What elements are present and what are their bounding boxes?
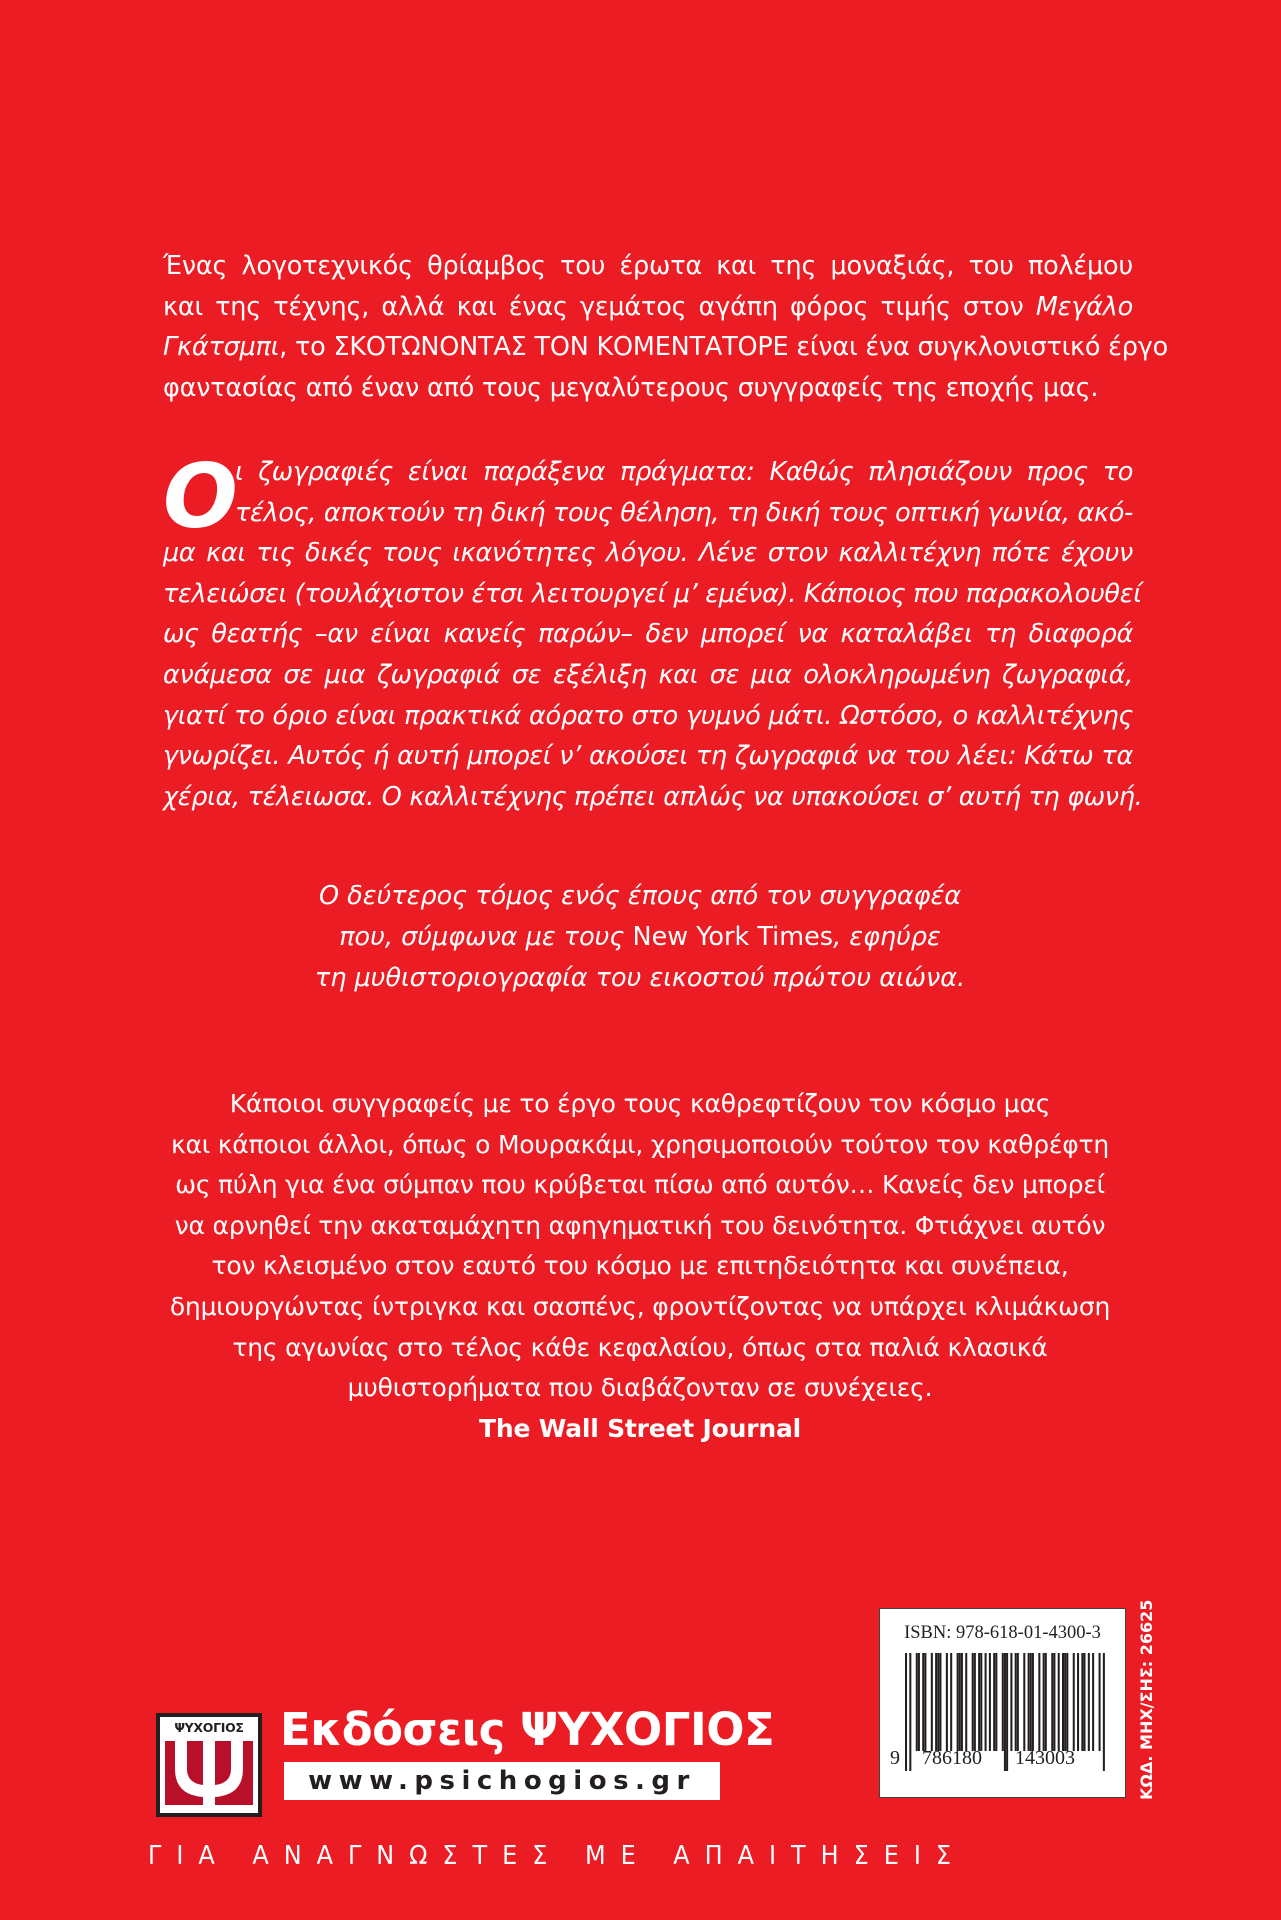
barcode-bar xyxy=(1017,1653,1019,1751)
review-line: και κάποιοι άλλοι, όπως ο Μουρακάμι, χρησιμοποιούν τούτον τον καθρέφτη xyxy=(170,1129,1110,1159)
barcode-bar xyxy=(972,1653,974,1751)
intro-line-text: και της τέχνης, αλλά και ένας γεμάτος αγάπη φόρος τιμής στον xyxy=(163,291,1036,322)
intro-line-text: , το ΣΚΟΤΩΝΟΝΤΑΣ ΤΟΝ ΚΟΜΕΝΤΑΤΟΡΕ είναι ένα συγκλονιστικό έργο xyxy=(279,332,1169,363)
excerpt-line: τέλος, αποκτούν τη δική τους θέληση, τη δική τους οπτική γωνία, ακό- xyxy=(235,497,1133,528)
barcode-bar xyxy=(1043,1653,1045,1751)
publisher-logo xyxy=(156,1713,262,1817)
logo-text: ΨΥΧΟΓΙΟΣ xyxy=(174,1720,244,1735)
barcode-bar xyxy=(1002,1653,1004,1751)
barcode-bar xyxy=(1077,1653,1079,1751)
barcode-bar xyxy=(1062,1653,1064,1751)
barcode-bar xyxy=(980,1653,982,1751)
intro-paragraph xyxy=(163,246,1169,408)
barcode-bar xyxy=(1099,1653,1101,1751)
barcode-bar xyxy=(1023,1653,1025,1751)
tagline-line: τη μυθιστοριογραφία του εικοστού πρώτου αιώνα. xyxy=(314,963,966,993)
barcode-bar xyxy=(1058,1653,1060,1751)
book-title-italic: Μεγάλο xyxy=(1035,291,1133,322)
barcode-digit-first: 9 xyxy=(890,1747,900,1769)
barcode-bar xyxy=(1030,1653,1032,1751)
publisher-url[interactable]: www.psichogios.gr xyxy=(284,1762,720,1800)
review-line: ως πύλη για ένα σύμπαν που κρύβεται πίσω από αυτόν… Κανείς δεν μπορεί xyxy=(175,1170,1105,1200)
barcode-bar xyxy=(946,1653,948,1751)
excerpt-line: ως θεατής –αν είναι κανείς παρών– δεν μπορεί να καταλάβει τη διαφορά xyxy=(163,619,1133,650)
barcode-bar xyxy=(935,1653,937,1751)
barcode-bar xyxy=(1053,1653,1055,1751)
isbn-barcode xyxy=(879,1608,1126,1798)
barcode-bar xyxy=(939,1653,941,1751)
tagline-line: Ο δεύτερος τόμος ενός έπους από τον συγγραφέα xyxy=(318,881,962,911)
excerpt-line: τελειώσει (τουλάχιστον έτσι λειτουργεί μ’ εμένα). Κάποιος που παρακολουθεί xyxy=(163,578,1142,609)
review-quote xyxy=(150,1084,1130,1449)
newspaper-name: New York Times xyxy=(632,922,834,952)
barcode-bar xyxy=(924,1653,926,1751)
barcode-bar xyxy=(918,1653,920,1751)
review-line: να αρνηθεί την ακαταμάχητη αφηγηματική του δεινότητα. Φτιάχνει αυτόν xyxy=(174,1210,1106,1240)
review-line: μυθιστορήματα που διαβάζονταν σε συνέχειες. xyxy=(347,1373,933,1403)
barcode-bar xyxy=(1006,1653,1008,1771)
publisher-name: Εκδόσεις ΨΥΧΟΓΙΟΣ xyxy=(280,1703,775,1756)
barcode-bar xyxy=(961,1653,963,1751)
excerpt-line: μα και τις δικές τους ικανότητες λόγου. Λένε στον καλλιτέχνη πότε έχουν xyxy=(163,538,1133,569)
drop-cap: Ο xyxy=(163,445,238,548)
review-line: δημιουργώντας ίντριγκα και σασπένς, φροντίζοντας να υπάρχει κλιμάκωση xyxy=(169,1291,1111,1321)
barcode-bar xyxy=(1045,1653,1047,1751)
barcode-bar xyxy=(995,1653,997,1751)
barcode-bar xyxy=(931,1653,933,1751)
barcode-digits-right: 143003 xyxy=(1015,1747,1075,1769)
tagline xyxy=(200,876,1080,999)
intro-line: φαντασίας από έναν από τους μεγαλύτερους συγγραφείς της εποχής μας. xyxy=(163,372,1099,403)
psi-logo-icon xyxy=(165,1739,253,1811)
excerpt-line: γιατί το όριο είναι πρακτικά αόρατο στο γυμνό μάτι. Ωστόσο, ο καλλιτέχνης xyxy=(163,700,1133,731)
barcode-bar xyxy=(1015,1653,1017,1751)
barcode-bar xyxy=(1073,1653,1075,1751)
excerpt-line: ι ζωγραφιές είναι παράξενα πράγματα: Καθώς πλησιάζουν προς το xyxy=(235,457,1133,487)
barcode-bar xyxy=(978,1653,980,1751)
barcode-bar xyxy=(1032,1653,1034,1751)
barcode-bar xyxy=(909,1653,911,1771)
barcode-bar xyxy=(1092,1653,1094,1751)
barcode-bar xyxy=(1004,1653,1006,1771)
intro-line: Ένας λογοτεχνικός θρίαμβος του έρωτα και της μοναξιάς, του πολέμου xyxy=(163,251,1133,281)
excerpt-paragraph xyxy=(163,445,1143,817)
barcode-bar xyxy=(989,1653,991,1751)
publisher-motto: ΓΙΑ ΑΝΑΓΝΩΣΤΕΣ ΜΕ ΑΠΑΙΤΗΣΕΙΣ xyxy=(148,1841,967,1871)
barcode-bar xyxy=(1083,1653,1085,1751)
barcode-bar xyxy=(905,1653,907,1771)
barcode-bar xyxy=(1038,1653,1040,1751)
barcode-bar xyxy=(985,1653,987,1751)
excerpt-line: χέρια, τέλειωσα. Ο καλλιτέχνης πρέπει απλώς να υπακούσει σ’ αυτή τη φωνή. xyxy=(163,781,1143,812)
excerpt-line: ανάμεσα σε μια ζωγραφιά σε εξέλιξη και σε μια ολοκληρωμένη ζωγραφιά, xyxy=(163,659,1133,690)
product-code: ΚΩΔ. ΜΗΧ/ΣΗΣ: 26625 xyxy=(1137,1599,1156,1800)
barcode-bar xyxy=(1088,1653,1090,1751)
review-line: Κάποιοι συγγραφείς με το έργο τους καθρεφτίζουν τον κόσμο μας xyxy=(229,1089,1051,1118)
review-line: τον κλεισμένο στον εαυτό του κόσμο με επιτηδειότητα και συνέπεια, xyxy=(211,1251,1069,1281)
barcode-bar xyxy=(1081,1653,1083,1751)
barcode-digits-left: 786180 xyxy=(922,1747,982,1769)
book-title-italic: Γκάτσμπι xyxy=(163,332,280,363)
barcode-bar xyxy=(1010,1653,1012,1751)
barcode-bar xyxy=(937,1653,939,1751)
tagline-line xyxy=(200,917,1080,958)
barcode-bar xyxy=(959,1653,961,1751)
isbn-label: ISBN: 978-618-01-4300-3 xyxy=(904,1623,1101,1643)
barcode-bar xyxy=(1064,1653,1066,1751)
barcode-bar xyxy=(1066,1653,1068,1751)
barcode-bar xyxy=(1103,1653,1105,1771)
barcode-bar xyxy=(965,1653,967,1751)
barcode-bar xyxy=(974,1653,976,1751)
excerpt-line: γνωρίζει. Αυτός ή αυτή μπορεί ν’ ακούσει τη ζωγραφιά να του λέει: Κάτω τα xyxy=(163,741,1133,772)
barcode-bar xyxy=(916,1653,918,1751)
barcode-bar xyxy=(1051,1653,1053,1751)
barcode-bar xyxy=(922,1653,924,1751)
intro-line xyxy=(163,327,1169,368)
intro-line xyxy=(163,287,1133,328)
barcode-bar xyxy=(1028,1653,1030,1751)
tagline-text: , εφηύρε xyxy=(833,922,941,952)
barcode-bar xyxy=(950,1653,952,1751)
barcode-bar xyxy=(993,1653,995,1751)
review-source: The Wall Street Journal xyxy=(479,1413,801,1443)
tagline-text: που, σύμφωνα με τους xyxy=(339,922,633,952)
review-line: της αγωνίας στο τέλος κάθε κεφαλαίου, όπως στα παλιά κλασικά xyxy=(232,1332,1048,1362)
barcode-bar xyxy=(957,1653,959,1751)
